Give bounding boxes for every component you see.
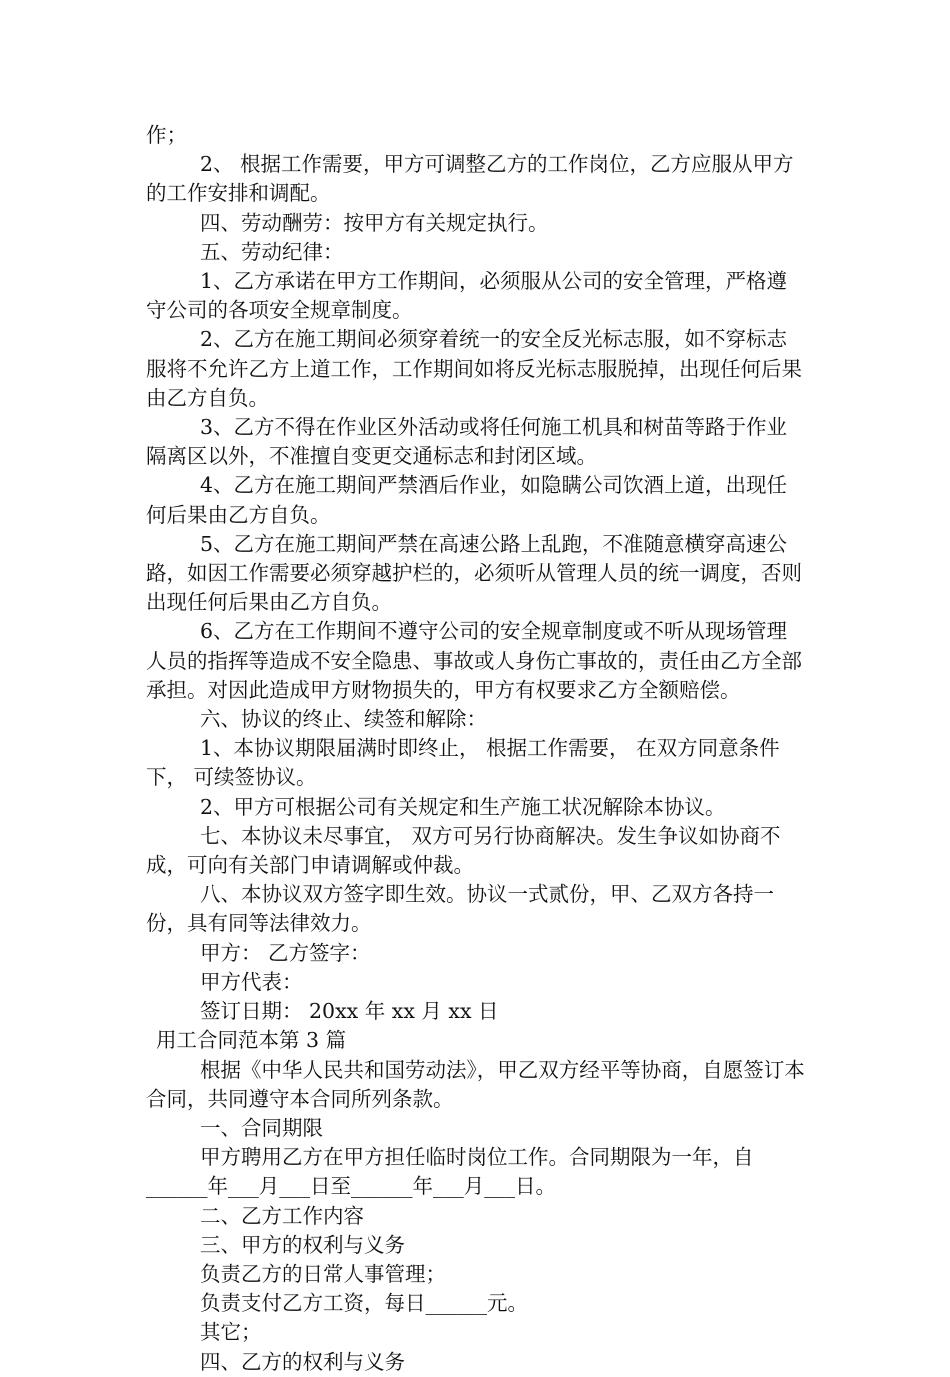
section-heading: 二、乙方工作内容 <box>200 1203 364 1228</box>
paragraph: 1、本协议期限届满时即终止， 根据工作需要， 在双方同意条件下， 可续签协议。 <box>146 736 780 790</box>
paragraph: 2、甲方可根据公司有关规定和生产施工状况解除本协议。 <box>200 794 726 819</box>
paragraph: 负责支付乙方工资，每日______元。 <box>200 1291 528 1316</box>
paragraph: 3、乙方不得在作业区外活动或将任何施工机具和树苗等路于作业隔离区以外，不准擅自变更交通标志和封闭区域。 <box>146 415 788 469</box>
paragraph: 6、乙方在工作期间不遵守公司的安全规章制度或不听从现场管理人员的指挥等造成不安全隐患、事故或人身伤亡事故的，责任由乙方全部承担。对因此造成甲方财物损失的，甲方有权要求乙方全额赔偿。 <box>146 619 802 702</box>
date-line: 签订日期： 20xx 年 xx 月 xx 日 <box>200 999 499 1024</box>
paragraph: 根据《中华人民共和国劳动法》，甲乙双方经平等协商，自愿签订本合同，共同遵守本合同所列条款。 <box>146 1057 805 1111</box>
paragraph: 作； <box>146 123 187 147</box>
signature-line: 甲方代表： <box>200 969 303 994</box>
section-heading: 一、合同期限 <box>200 1115 323 1140</box>
signature-line: 甲方： 乙方签字： <box>200 940 371 965</box>
section-heading: 六、协议的终止、续签和解除： <box>200 707 487 732</box>
paragraph: 2、乙方在施工期间必须穿着统一的安全反光标志服，如不穿标志服将不允许乙方上道工作，工作期间如将反光标志服脱掉，出现任何后果由乙方自负。 <box>146 327 802 410</box>
paragraph: 2、 根据工作需要，甲方可调整乙方的工作岗位，乙方应服从甲方的工作安排和调配。 <box>146 152 794 206</box>
paragraph: 4、乙方在施工期间严禁酒后作业，如隐瞒公司饮酒上道，出现任何后果由乙方自负。 <box>146 473 788 527</box>
paragraph: 八、本协议双方签字即生效。协议一式贰份，甲、乙双方各持一份，具有同等法律效力。 <box>146 882 774 936</box>
section-heading: 五、劳动纪律： <box>200 239 344 264</box>
document-title: 用工合同范本第 3 篇 <box>156 1028 347 1053</box>
document-page <box>146 121 806 1377</box>
section-heading: 三、甲方的权利与义务 <box>200 1232 405 1257</box>
section-heading: 四、劳动酬劳：按甲方有关规定执行。 <box>200 210 549 235</box>
paragraph: 其它； <box>200 1320 262 1345</box>
paragraph: 甲方聘用乙方在甲方担任临时岗位工作。合同期限为一年，自______年___月___日至______年___月___日。 <box>146 1145 754 1199</box>
paragraph: 负责乙方的日常人事管理； <box>200 1261 446 1286</box>
paragraph: 1、乙方承诺在甲方工作期间，必须服从公司的安全管理，严格遵守公司的各项安全规章制度。 <box>146 269 788 323</box>
paragraph: 七、本协议未尽事宜， 双方可另行协商解决。发生争议如协商不成，可向有关部门申请调解或仲裁。 <box>146 823 781 878</box>
section-heading: 四、乙方的权利与义务 <box>200 1349 405 1374</box>
paragraph: 5、乙方在施工期间严禁在高速公路上乱跑，不准随意横穿高速公路，如因工作需要必须穿越护栏的，必须听从管理人员的统一调度，否则出现任何后果由乙方自负。 <box>146 531 802 615</box>
